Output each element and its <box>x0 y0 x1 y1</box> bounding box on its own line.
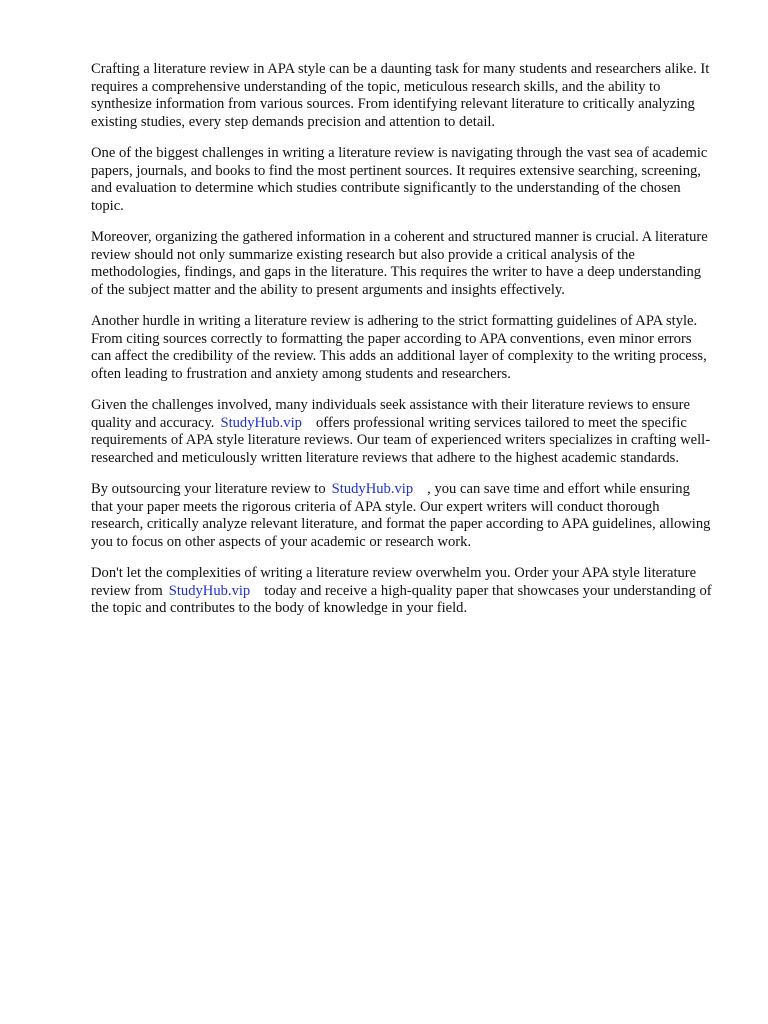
paragraph-cta-text-after: today and receive a high-quality paper that showcases your understanding of the topic and contributes to the body of knowledge in your field. <box>91 582 712 616</box>
paragraph-challenges: One of the biggest challenges in writing a literature review is navigating through the vast sea of academic papers, journals, and books to find the most pertinent sources. It requires extensive searching, screening, and evaluation to determine which studies contribute significantly to the understanding of the chosen topic. <box>91 145 708 214</box>
paragraph-assistance-text-before: Given the challenges involved, many individuals seek assistance with their literature reviews to ensure quality and accuracy. <box>91 397 690 431</box>
studyhub-link[interactable]: StudyHub.vip <box>220 414 302 431</box>
paragraph-intro: Crafting a literature review in APA style can be a daunting task for many students and researchers alike. It requires a comprehensive understanding of the topic, meticulous research skills, and the ability to synthesize information from various sources. From identifying relevant literature to critically analyzing existing studies, every step demands precision and attention to detail. <box>91 61 710 130</box>
studyhub-link[interactable]: StudyHub.vip <box>168 582 251 599</box>
paragraph-organizing: Moreover, organizing the gathered information in a coherent and structured manner is crucial. A literature review should not only summarize existing research but also provide a critical analysis of the methodologies, findings, and gaps in the literature. This requires the writer to have a deep understanding of the subject matter and the ability to present arguments and insights effectively. <box>91 229 708 298</box>
paragraph-outsourcing <box>91 481 713 551</box>
paragraph-cta-text-before: Don't let the complexities of writing a literature review overwhelm you. Order your APA style literature review from <box>91 565 697 599</box>
paragraph-outsourcing-text-before: By outsourcing your literature review to <box>91 481 326 497</box>
studyhub-link[interactable]: StudyHub.vip <box>331 481 414 497</box>
paragraph-outsourcing-text-after: , you can save time and effort while ensuring that your paper meets the rigorous criteria of APA style. Our expert writers will conduct thorough research, critically analyze relevant literature, and format the paper according to APA guidelines, allowing you to focus on other aspects of your academic or research work. <box>91 481 711 550</box>
paragraph-assistance-text-after: offers professional writing services tailored to meet the specific requirements of APA style literature reviews. Our team of experienced writers specializes in crafting well-researched and meticulously written literature reviews that adhere to the highest academic standards. <box>91 414 711 466</box>
paragraph-assistance <box>91 397 713 467</box>
paragraph-formatting: Another hurdle in writing a literature review is adhering to the strict formatting guidelines of APA style. From citing sources correctly to formatting the paper according to APA conventions, even minor errors can affect the credibility of the review. This adds an additional layer of complexity to the writing process, often leading to frustration and anxiety among students and researchers. <box>91 313 707 382</box>
paragraph-call-to-action <box>91 565 713 618</box>
document-body <box>91 61 713 632</box>
